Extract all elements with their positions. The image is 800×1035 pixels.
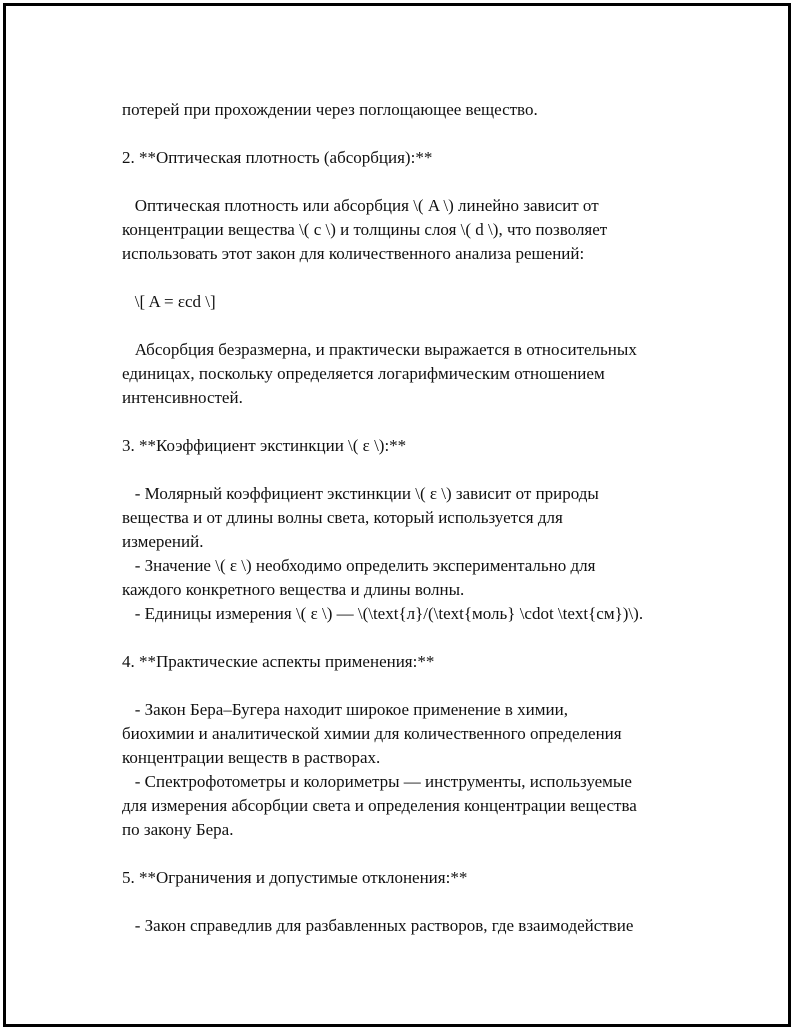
text-line: концентрации вещества \( c \) и толщины слоя \( d \), что позволяет [122,220,608,239]
text-line: биохимии и аналитической химии для количественного определения [122,724,622,743]
text-line: вещества и от длины волны света, который используется для [122,508,563,527]
text-line: концентрации веществ в растворах. [122,748,381,767]
text-line [122,674,712,698]
section-heading: 2. **Оптическая плотность (абсорбция):** [122,148,433,167]
text-line: каждого конкретного вещества и длины волны. [122,580,465,599]
text-line: по закону Бера. [122,820,234,839]
formula-line: \[ A = εcd \] [122,292,216,311]
text-line [122,890,712,914]
text-line [122,170,712,194]
list-item: - Значение \( ε \) необходимо определить экспериментально для [122,556,596,575]
section-heading: 4. **Практические аспекты применения:** [122,652,435,671]
text-line [122,122,712,146]
page-frame [3,3,791,1027]
section-heading: 3. **Коэффициент экстинкции \( ε \):** [122,436,407,455]
list-item: - Закон справедлив для разбавленных растворов, где взаимодействие [122,916,634,935]
text-line [122,842,712,866]
text-line [122,314,712,338]
list-item: - Молярный коэффициент экстинкции \( ε \) зависит от природы [122,484,599,503]
text-line: единицах, поскольку определяется логарифмическим отношением [122,364,605,383]
text-line [122,626,712,650]
page-content [122,98,712,938]
text-line [122,410,712,434]
text-line: потерей при прохождении через поглощающее вещество. [122,100,538,119]
section-heading: 5. **Ограничения и допустимые отклонения:** [122,868,468,887]
list-item: - Закон Бера–Бугера находит широкое применение в химии, [122,700,568,719]
text-line: использовать этот закон для количественного анализа решений: [122,244,585,263]
list-item: - Единицы измерения \( ε \) — \(\text{л}/(\text{моль} \cdot \text{см})\). [122,604,644,623]
text-line: Абсорбция безразмерна, и практически выражается в относительных [122,340,637,359]
text-line: для измерения абсорбции света и определения концентрации вещества [122,796,637,815]
text-line: интенсивностей. [122,388,243,407]
text-line: Оптическая плотность или абсорбция \( A \) линейно зависит от [122,196,599,215]
text-line: измерений. [122,532,204,551]
text-line [122,266,712,290]
text-line [122,458,712,482]
list-item: - Спектрофотометры и колориметры — инструменты, используемые [122,772,632,791]
